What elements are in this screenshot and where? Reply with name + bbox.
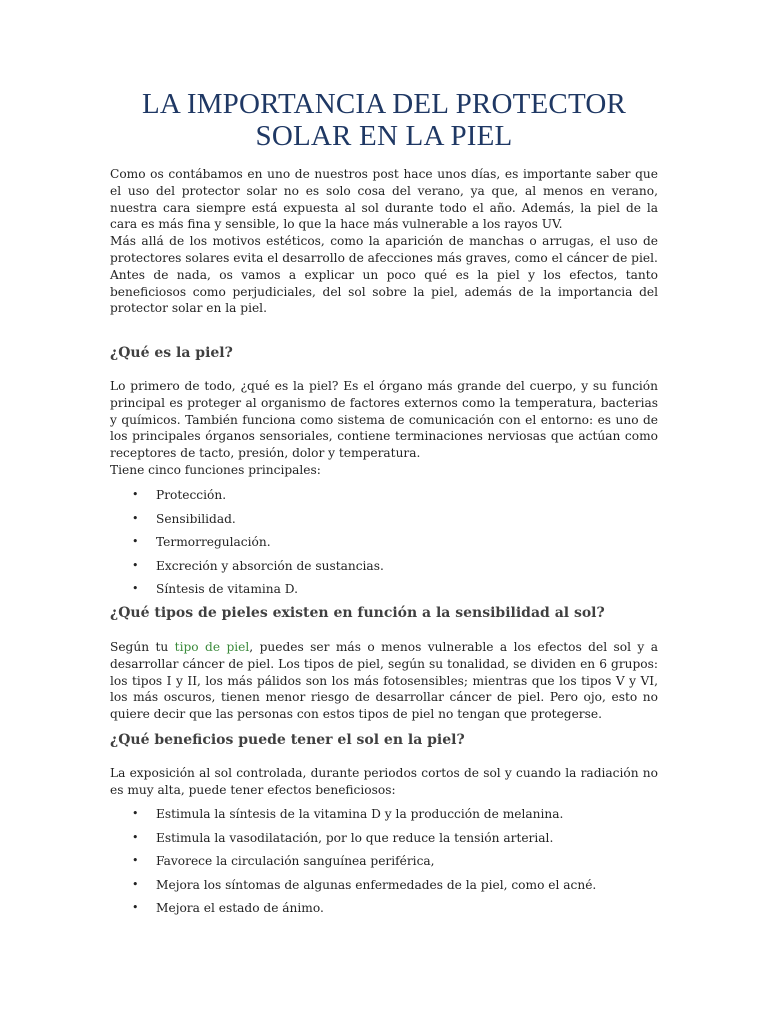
section3-block (110, 765, 658, 799)
list-item-text: Estimula la síntesis de la vitamina D y la producción de melanina. (156, 807, 564, 821)
intro-paragraph-3: Antes de nada, os vamos a explicar un poco qué es la piel y los efectos, tanto beneficiosos como perjudiciales, del sol sobre la piel, además de la importancia del protector solar en la piel. (110, 267, 658, 316)
intro-paragraph-1: Como os contábamos en uno de nuestros post hace unos días, es importante saber que el uso del protector solar no es solo cosa del verano, ya que, al menos en verano, nuestra cara siempre está expuesta al sol durante todo el año. Además, la piel de la cara es más fina y sensible, lo que la hace más vulnerable a los rayos UV. (110, 167, 658, 232)
section-heading-que-es-la-piel: ¿Qué es la piel? (110, 345, 233, 361)
bullet-icon: • (132, 535, 139, 548)
list-item-text: Excreción y absorción de sustancias. (156, 558, 384, 573)
functions-list (110, 487, 658, 605)
list-item (110, 581, 658, 605)
section1-block (110, 378, 658, 479)
list-item (110, 900, 658, 924)
bullet-icon: • (132, 807, 139, 820)
list-item (110, 534, 658, 558)
section2-text-after-link: , puedes ser más o menos vulnerable a los efectos del sol y a desarrollar cáncer de piel. Los tipos de piel, según su tonalidad, se dividen en 6 grupos: los tipos I y II, los más pálidos son los más fotosensibles; mientras que los tipos V y VI, los más oscuros, tienen menor riesgo de desarrollar cáncer de piel. Pero ojo, esto no quiere decir que las personas con estos tipos de piel no tengan que protegerse. (110, 640, 659, 722)
list-item-text: Sensibilidad. (156, 511, 236, 526)
list-item-text: Mejora los síntomas de algunas enfermedades de la piel, como el acné. (156, 877, 597, 892)
list-item-text: Protección. (156, 488, 227, 502)
benefits-list (110, 806, 658, 924)
list-item (110, 830, 658, 854)
list-item (110, 511, 658, 535)
list-item-text: Mejora el estado de ánimo. (156, 901, 324, 915)
list-item (110, 487, 658, 511)
list-item (110, 558, 658, 582)
bullet-icon: • (132, 854, 139, 867)
bullet-icon: • (132, 511, 139, 525)
bullet-icon: • (132, 830, 139, 844)
bullet-icon: • (132, 488, 139, 501)
bullet-icon: • (132, 582, 139, 595)
bullet-icon: • (132, 558, 139, 572)
list-item (110, 853, 658, 877)
section-heading-beneficios-sol: ¿Qué beneficios puede tener el sol en la piel? (110, 732, 465, 748)
tipo-de-piel-link[interactable]: tipo de piel (174, 640, 250, 654)
section2-paragraph (110, 639, 658, 723)
list-item (110, 877, 658, 901)
section2-block (110, 639, 658, 723)
bullet-icon: • (132, 901, 139, 914)
page-title (110, 88, 658, 152)
list-item (110, 806, 658, 830)
section-heading-tipos-de-pieles: ¿Qué tipos de pieles existen en función a la sensibilidad al sol? (110, 605, 605, 621)
intro-block (110, 166, 658, 317)
section3-paragraph: La exposición al sol controlada, durante periodos cortos de sol y cuando la radiación no es muy alta, puede tener efectos beneficiosos: (110, 766, 658, 797)
section1-paragraph-1: Lo primero de todo, ¿qué es la piel? Es el órgano más grande del cuerpo, y su función principal es proteger al organismo de factores externos como la temperatura, bacterias y químicos. También funciona como sistema de comunicación con el entorno: es uno de los principales órganos sensoriales, contiene terminaciones nerviosas que actúan como receptores de tacto, presión, dolor y temperatura. (110, 379, 658, 461)
list-item-text: Favorece la circulación sanguínea periférica, (156, 854, 435, 868)
bullet-icon: • (132, 877, 139, 891)
title-line-1: LA IMPORTANCIA DEL PROTECTOR (141, 88, 627, 120)
section1-paragraph-2: Tiene cinco funciones principales: (110, 462, 321, 477)
section2-text-before-link: Según tu (110, 640, 175, 654)
title-line-2: SOLAR EN LA PIEL (255, 120, 513, 152)
intro-paragraph-2: Más allá de los motivos estéticos, como la aparición de manchas o arrugas, el uso de protectores solares evita el desarrollo de afecciones más graves, como el cáncer de piel. (110, 234, 658, 265)
list-item-text: Termorregulación. (156, 535, 271, 549)
list-item-text: Síntesis de vitamina D. (156, 582, 298, 596)
list-item-text: Estimula la vasodilatación, por lo que reduce la tensión arterial. (156, 830, 554, 845)
